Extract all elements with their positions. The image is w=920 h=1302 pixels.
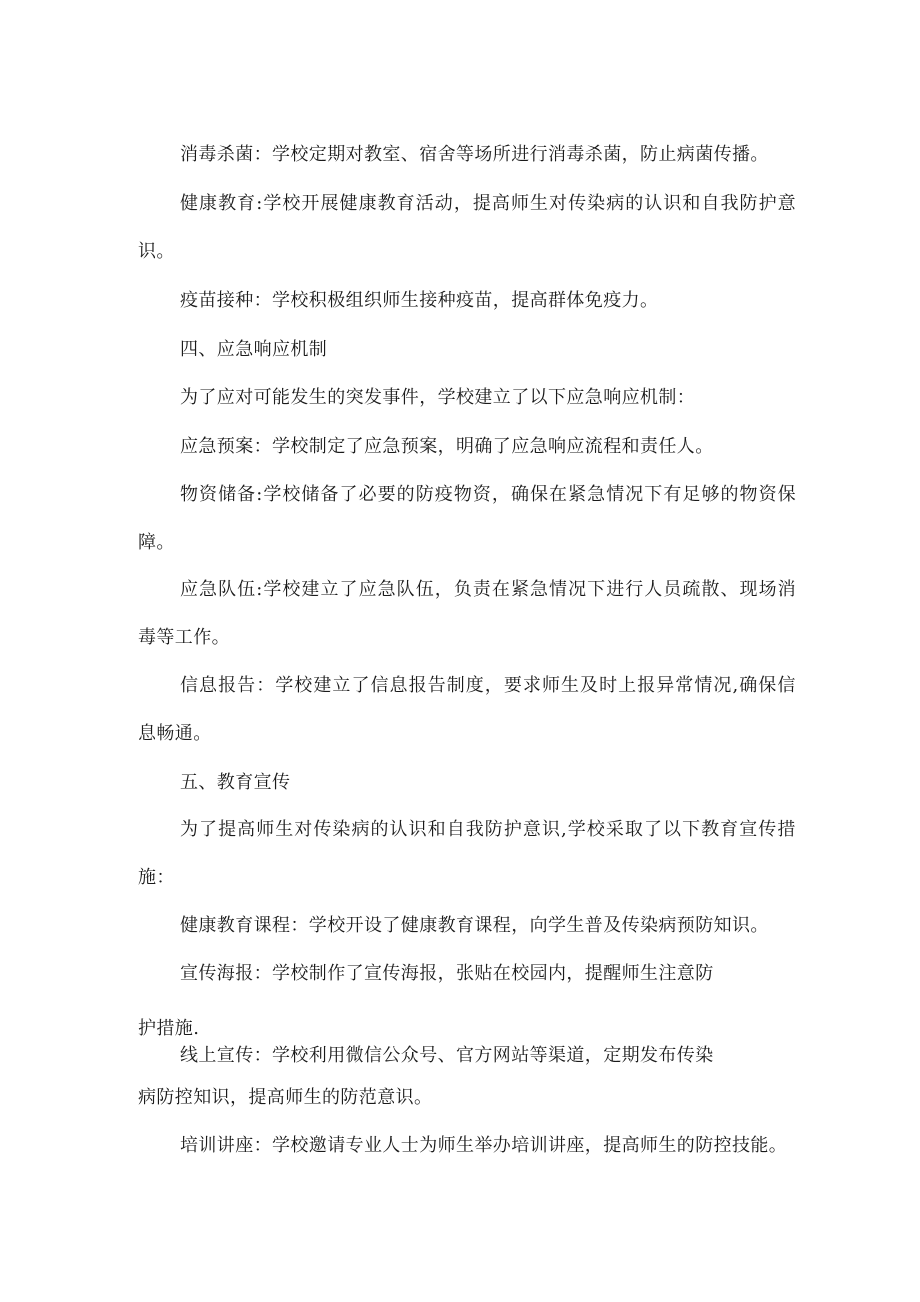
paragraph-health-education-line-2: 识。: [138, 241, 175, 262]
paragraph-education-intro-line-2: 施：: [138, 867, 175, 888]
paragraph-information-report-line-1: 信息报告：学校建立了信息报告制度，要求师生及时上报异常情况,确保信: [180, 675, 797, 696]
paragraph-emergency-team-line-1: 应急队伍:学校建立了应急队伍，负责在紧急情况下进行人员疏散、现场消: [180, 579, 797, 600]
paragraph-emergency-intro: 为了应对可能发生的突发事件，学校建立了以下应急响应机制：: [180, 387, 696, 408]
paragraph-material-reserve-line-1: 物资储备:学校储备了必要的防疫物资，确保在紧急情况下有足够的物资保: [180, 484, 797, 505]
paragraph-material-reserve-line-2: 障。: [138, 532, 175, 553]
paragraph-online-publicity-line-1: 线上宣传：学校利用微信公众号、官方网站等渠道，定期发布传染: [180, 1045, 714, 1066]
paragraph-disinfection: 消毒杀菌：学校定期对教室、宿舍等场所进行消毒杀菌，防止病菌传播。: [180, 144, 769, 165]
paragraph-emergency-team-line-2: 毒等工作。: [138, 627, 230, 648]
paragraph-poster-line-1: 宣传海报：学校制作了宣传海报，张贴在校园内，提醒师生注意防: [180, 963, 714, 984]
paragraph-health-education-line-1: 健康教育:学校开展健康教育活动，提高师生对传染病的认识和自我防护意: [180, 193, 797, 214]
paragraph-health-course: 健康教育课程：学校开设了健康教育课程，向学生普及传染病预防知识。: [180, 915, 769, 936]
paragraph-information-report-line-2: 息畅通。: [138, 723, 212, 744]
section-heading-education-publicity: 五、教育宣传: [180, 772, 291, 793]
paragraph-vaccination: 疫苗接种：学校积极组织师生接种疫苗，提高群体免疫力。: [180, 290, 659, 311]
paragraph-poster-line-2: 护措施.: [138, 1018, 200, 1039]
paragraph-emergency-plan: 应急预案：学校制定了应急预案，明确了应急响应流程和责任人。: [180, 436, 714, 457]
paragraph-online-publicity-line-2: 病防控知识，提高师生的防范意识。: [138, 1087, 433, 1108]
section-heading-emergency-response: 四、应急响应机制: [180, 339, 328, 360]
paragraph-education-intro-line-1: 为了提高师生对传染病的认识和自我防护意识,学校采取了以下教育宣传措: [180, 819, 797, 840]
paragraph-training-lectures: 培训讲座：学校邀请专业人士为师生举办培训讲座，提高师生的防控技能。: [180, 1135, 788, 1156]
